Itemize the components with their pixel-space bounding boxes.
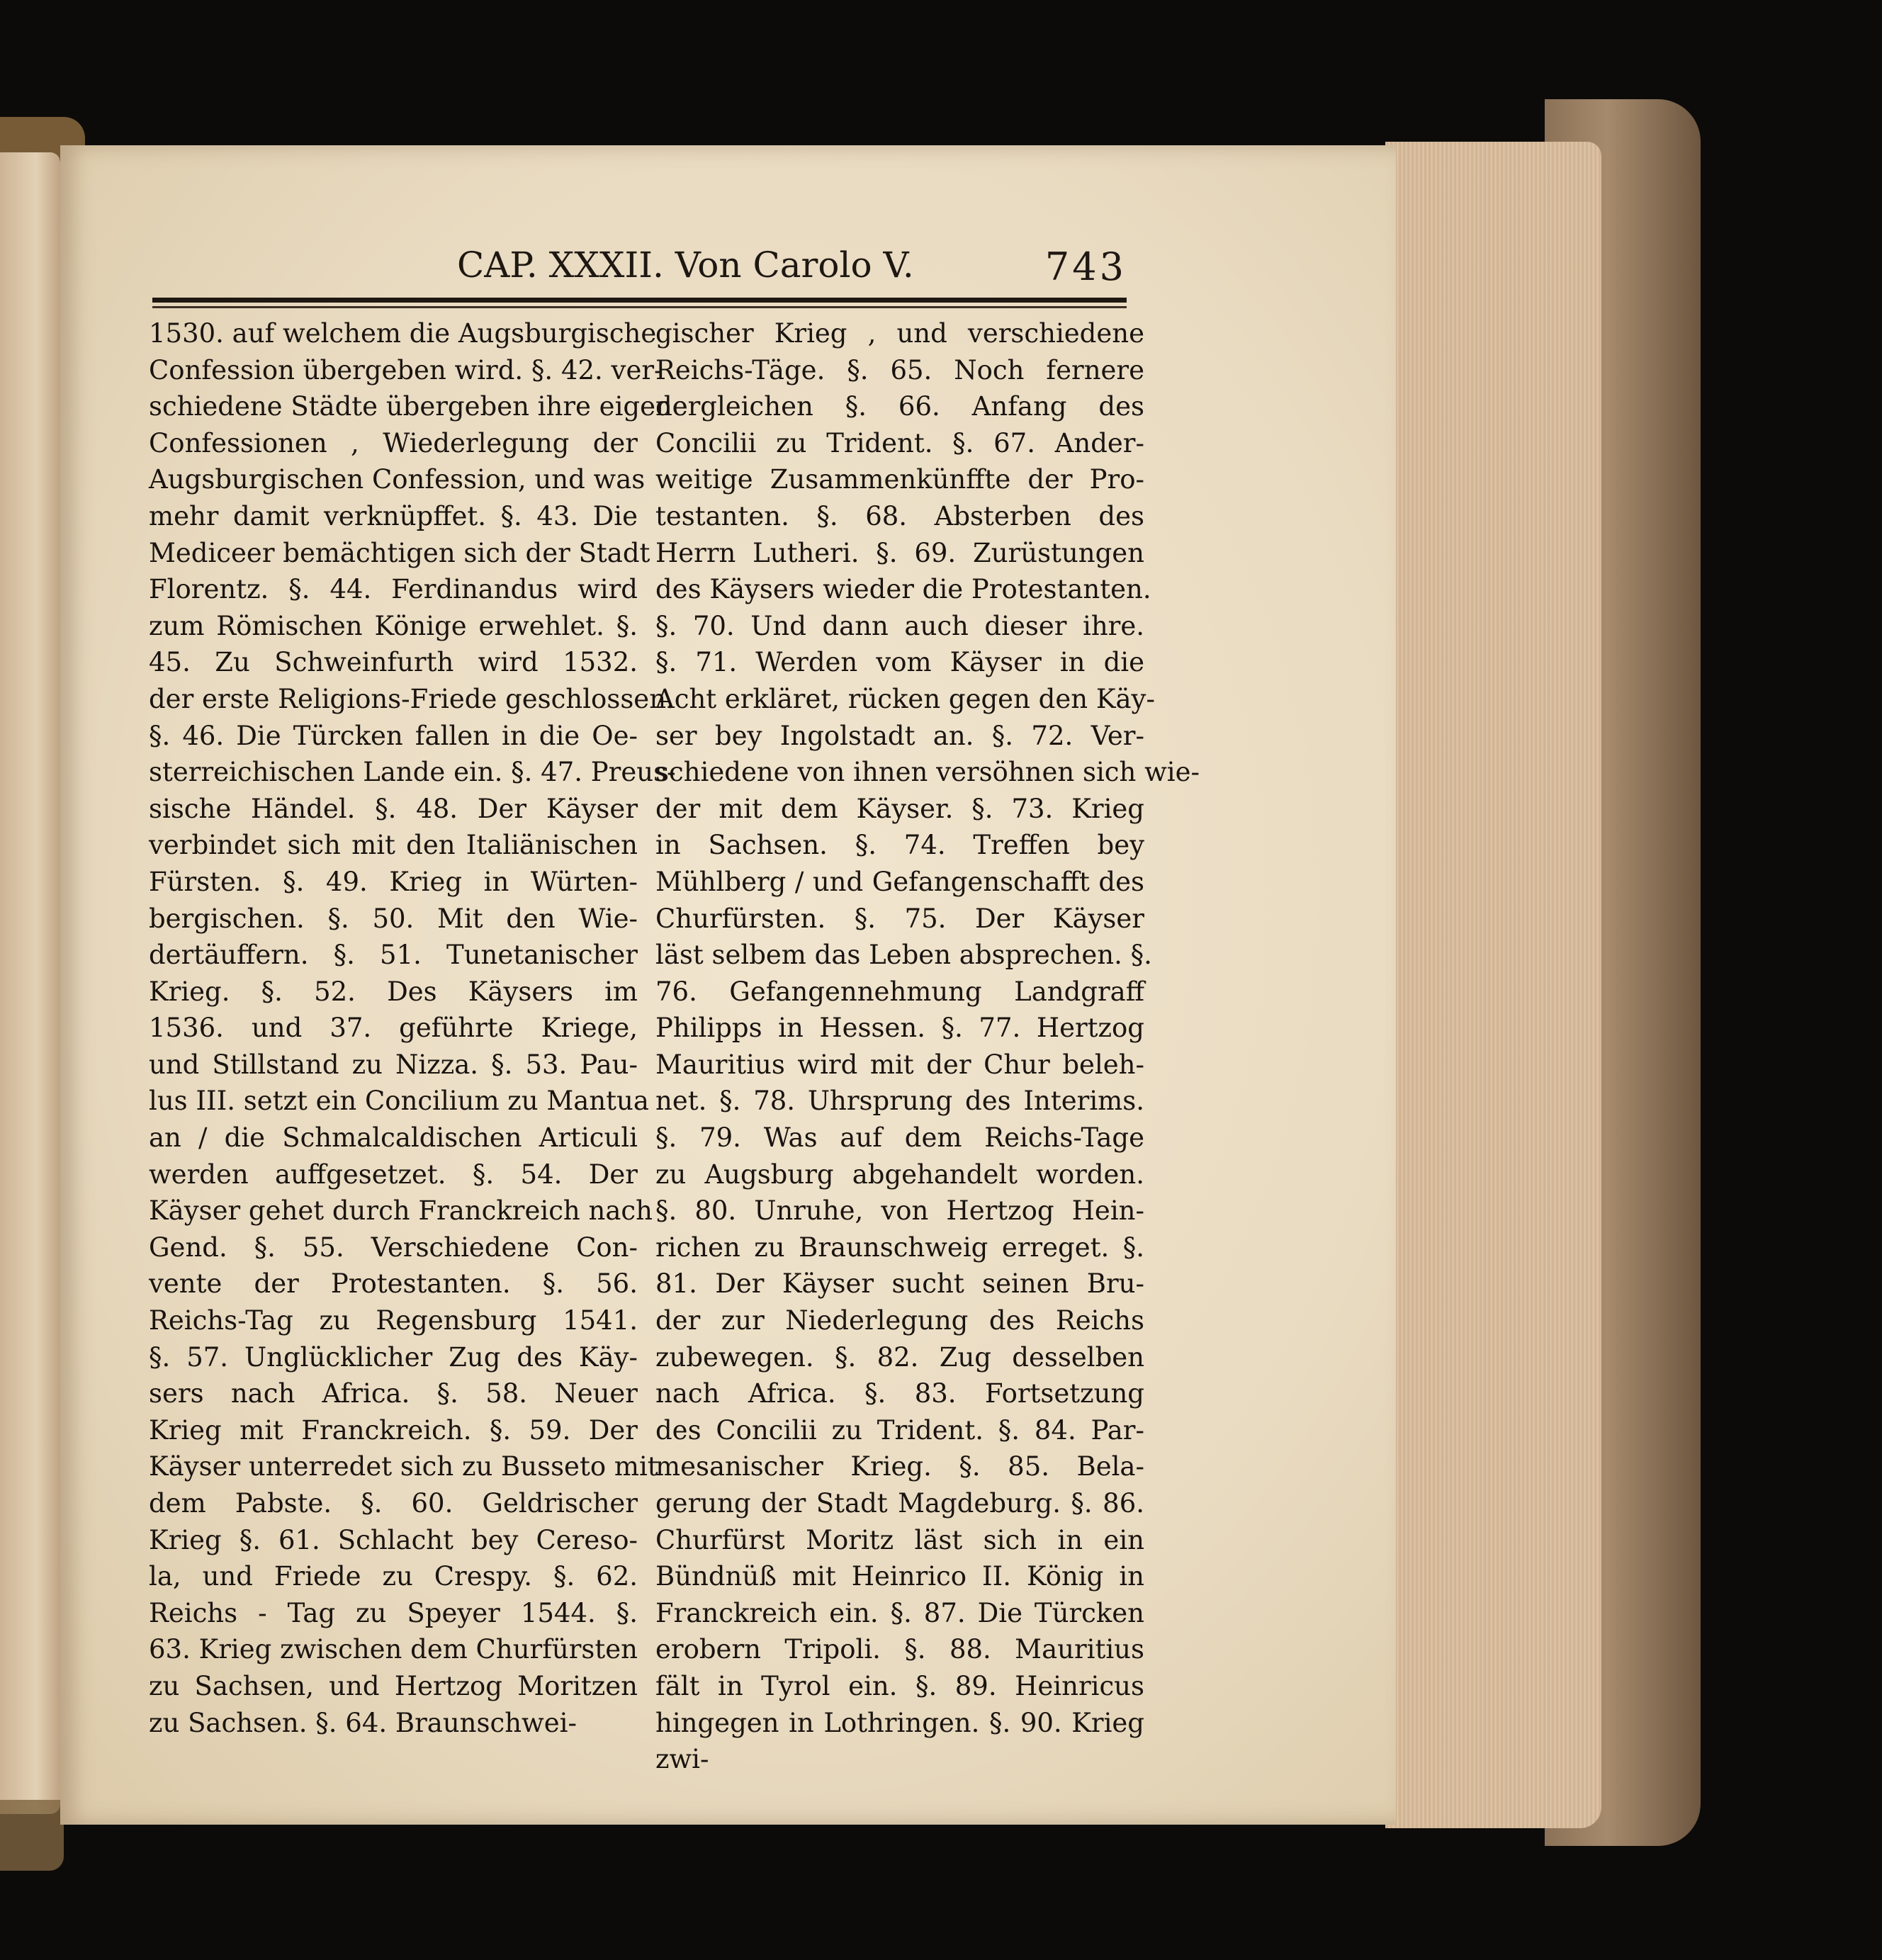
- text-line: gischer Krieg , und verschiedene: [655, 318, 1144, 349]
- text-line: §. 70. Und dann auch dieser ihre.: [655, 610, 1144, 641]
- text-line: Reichs - Tag zu Speyer 1544. §.: [149, 1597, 638, 1628]
- text-line: net. §. 78. Uhrsprung des Interims.: [655, 1086, 1144, 1117]
- text-line: Mühlberg / und Gefangenschafft des: [655, 866, 1144, 897]
- header-rule: [152, 298, 1127, 303]
- text-line: der erste Religions-Friede geschlossen.: [149, 683, 675, 714]
- page-header: [149, 244, 1127, 301]
- text-line: Gend. §. 55. Verschiedene Con-: [149, 1232, 638, 1263]
- text-line: Augsburgischen Confession, und was: [149, 464, 646, 495]
- text-line: sische Händel. §. 48. Der Käyser: [149, 793, 638, 824]
- text-line: an / die Schmalcaldischen Articuli: [149, 1122, 638, 1154]
- text-line: §. 71. Werden vom Käyser in die: [655, 647, 1144, 678]
- text-line: bergischen. §. 50. Mit den Wie-: [149, 903, 638, 934]
- left-page-edge: [0, 152, 60, 1814]
- text-line: weitige Zusammenkünffte der Pro-: [655, 464, 1144, 495]
- text-line: vente der Protestanten. §. 56.: [149, 1268, 638, 1300]
- left-cover-bottom: [0, 1800, 64, 1871]
- text-line: verbindet sich mit den Italiänischen: [149, 830, 638, 861]
- text-line: mehr damit verknüpffet. §. 43. Die: [149, 500, 638, 531]
- text-line: dertäuffern. §. 51. Tunetanischer: [149, 940, 638, 971]
- text-line: zu Augsburg abgehandelt worden.: [655, 1159, 1144, 1190]
- text-line: testanten. §. 68. Absterben des: [655, 500, 1144, 531]
- text-line: 81. Der Käyser sucht seinen Bru-: [655, 1268, 1144, 1300]
- running-title: CAP. XXXII. Von Carolo V.: [457, 244, 914, 286]
- text-line: und Stillstand zu Nizza. §. 53. Pau-: [149, 1049, 638, 1080]
- text-line: dergleichen §. 66. Anfang des: [655, 391, 1144, 422]
- text-line: Churfürst Moritz läst sich in ein: [655, 1524, 1144, 1555]
- text-line: hingegen in Lothringen. §. 90. Krieg: [655, 1707, 1144, 1738]
- text-line: richen zu Braunschweig erreget. §.: [655, 1232, 1144, 1263]
- text-line: Krieg §. 61. Schlacht bey Cereso-: [149, 1524, 638, 1555]
- text-line: §. 57. Unglücklicher Zug des Käy-: [149, 1341, 638, 1373]
- text-line: nach Africa. §. 83. Fortsetzung: [655, 1378, 1144, 1409]
- text-line: Reichs-Täge. §. 65. Noch fernere: [655, 354, 1144, 385]
- text-line: dem Pabste. §. 60. Geldrischer: [149, 1488, 638, 1519]
- text-line: Herrn Lutheri. §. 69. Zurüstungen: [655, 537, 1144, 568]
- text-line: lus III. setzt ein Concilium zu Mantua: [149, 1086, 649, 1117]
- text-line: Concilii zu Trident. §. 67. Ander-: [655, 427, 1144, 458]
- text-line: Confession übergeben wird. §. 42. ver-: [149, 354, 663, 385]
- text-line: zu Sachsen. §. 64. Braunschwei-: [149, 1707, 577, 1738]
- text-line: §. 79. Was auf dem Reichs-Tage: [655, 1122, 1144, 1154]
- text-line: in Sachsen. §. 74. Treffen bey: [655, 830, 1144, 861]
- text-line: §. 80. Unruhe, von Hertzog Hein-: [655, 1195, 1144, 1227]
- text-line: zum Römischen Könige erwehlet. §.: [149, 610, 638, 641]
- text-line: Käyser gehet durch Franckreich nach: [149, 1195, 653, 1227]
- text-line: Acht erkläret, rücken gegen den Käy-: [655, 683, 1155, 714]
- text-line: 63. Krieg zwischen dem Churfürsten: [149, 1634, 638, 1665]
- text-line: schiedene Städte übergeben ihre eigene: [149, 391, 688, 422]
- text-line: zwi-: [655, 1744, 709, 1775]
- text-line: Confessionen , Wiederlegung der: [149, 427, 638, 458]
- text-line: sers nach Africa. §. 58. Neuer: [149, 1378, 638, 1409]
- text-line: schiedene von ihnen versöhnen sich wie-: [655, 757, 1200, 788]
- page-edges: [1385, 142, 1601, 1828]
- text-line: Franckreich ein. §. 87. Die Türcken: [655, 1597, 1144, 1628]
- text-line: mesanischer Krieg. §. 85. Bela-: [655, 1451, 1144, 1482]
- text-line: der zur Niederlegung des Reichs: [655, 1305, 1144, 1336]
- header-rule-thin: [152, 306, 1127, 308]
- text-line: Fürsten. §. 49. Krieg in Würten-: [149, 866, 638, 897]
- text-line: der mit dem Käyser. §. 73. Krieg: [655, 793, 1144, 824]
- text-line: gerung der Stadt Magdeburg. §. 86.: [655, 1488, 1144, 1519]
- text-line: zubewegen. §. 82. Zug desselben: [655, 1341, 1144, 1373]
- text-line: fält in Tyrol ein. §. 89. Heinricus: [655, 1670, 1144, 1701]
- text-column-left: [149, 315, 688, 1741]
- text-line: Mauritius wird mit der Chur beleh-: [655, 1049, 1144, 1080]
- text-line: Florentz. §. 44. Ferdinandus wird: [149, 574, 638, 605]
- text-line: Churfürsten. §. 75. Der Käyser: [655, 903, 1144, 934]
- text-line: des Käysers wieder die Protestanten.: [655, 574, 1151, 605]
- text-line: werden auffgesetzet. §. 54. Der: [149, 1159, 638, 1190]
- text-line: 45. Zu Schweinfurth wird 1532.: [149, 647, 638, 678]
- text-line: Bündnüß mit Heinrico II. König in: [655, 1561, 1144, 1592]
- text-line: 1536. und 37. geführte Kriege,: [149, 1013, 638, 1044]
- text-line: Reichs-Tag zu Regensburg 1541.: [149, 1305, 638, 1336]
- text-line: Krieg. §. 52. Des Käysers im: [149, 976, 638, 1007]
- text-line: ser bey Ingolstadt an. §. 72. Ver-: [655, 720, 1144, 751]
- text-line: Mediceer bemächtigen sich der Stadt: [149, 537, 650, 568]
- text-column-right: [655, 315, 1200, 1778]
- text-line: des Concilii zu Trident. §. 84. Par-: [655, 1414, 1144, 1446]
- text-line: 1530. auf welchem die Augsburgische: [149, 318, 657, 349]
- text-line: la, und Friede zu Crespy. §. 62.: [149, 1561, 638, 1592]
- page-number: 743: [1044, 244, 1127, 289]
- text-line: §. 46. Die Türcken fallen in die Oe-: [149, 720, 638, 751]
- text-line: 76. Gefangennehmung Landgraff: [655, 976, 1144, 1007]
- text-line: sterreichischen Lande ein. §. 47. Preus-: [149, 757, 676, 788]
- text-line: Krieg mit Franckreich. §. 59. Der: [149, 1414, 638, 1446]
- text-line: Philipps in Hessen. §. 77. Hertzog: [655, 1013, 1144, 1044]
- text-line: zu Sachsen, und Hertzog Moritzen: [149, 1670, 638, 1701]
- text-line: läst selbem das Leben absprechen. §.: [655, 940, 1152, 971]
- text-line: Käyser unterredet sich zu Busseto mit: [149, 1451, 658, 1482]
- text-line: erobern Tripoli. §. 88. Mauritius: [655, 1634, 1144, 1665]
